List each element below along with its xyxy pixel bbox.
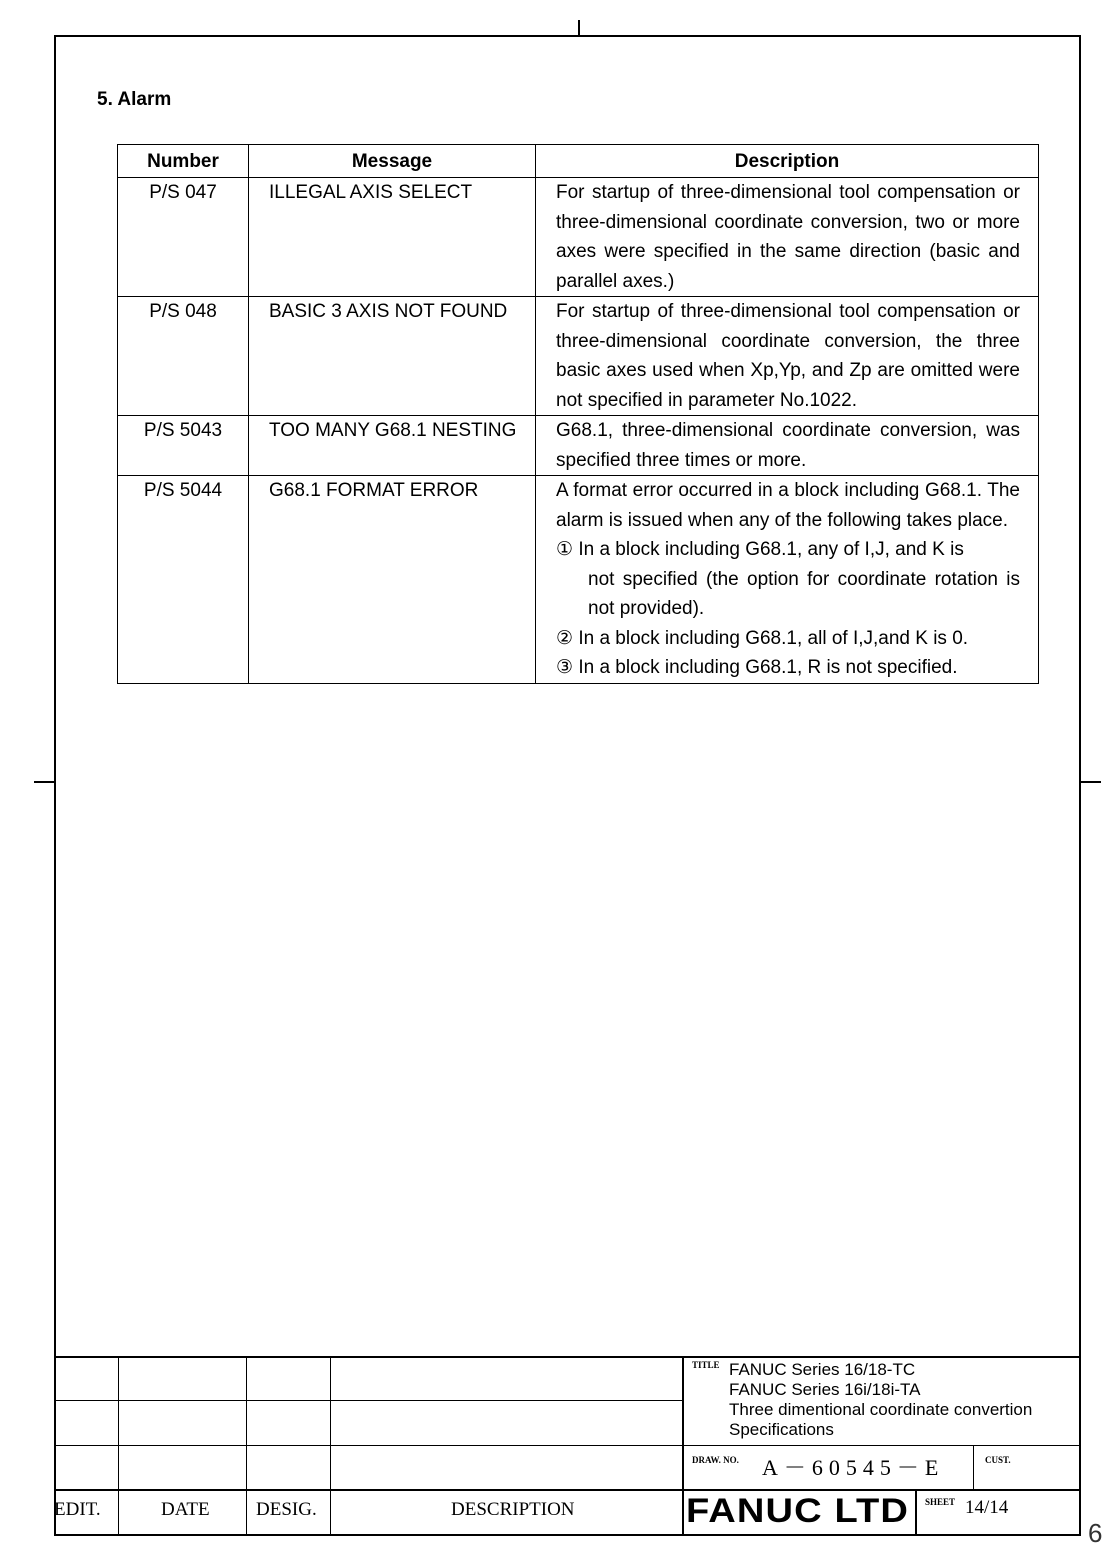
item-marker: ① bbox=[556, 539, 574, 560]
title-line: FANUC Series 16i/18i-TA bbox=[729, 1380, 921, 1399]
sheet-number: 14/14 bbox=[965, 1497, 1009, 1518]
margin-mark: 6 bbox=[1088, 1518, 1103, 1548]
description-intro: A format error occurred in a block including G68.1. The alarm is issued when any of the following takes place. bbox=[556, 480, 1020, 531]
title-line: Specifications bbox=[729, 1420, 834, 1439]
description-label: DESCRIPTION bbox=[451, 1499, 575, 1520]
item-text: In a block including G68.1, all of I,J,and K is 0. bbox=[578, 627, 969, 649]
alarm-description bbox=[536, 476, 1039, 684]
alarm-message: TOO MANY G68.1 NESTING bbox=[249, 416, 536, 476]
alarm-message: BASIC 3 AXIS NOT FOUND bbox=[249, 297, 536, 416]
alarm-number: P/S 5044 bbox=[118, 476, 249, 684]
title-line: FANUC Series 16/18-TC bbox=[729, 1360, 916, 1379]
item-marker: ② bbox=[556, 627, 574, 649]
top-center-mark bbox=[578, 20, 580, 36]
header-number: Number bbox=[118, 145, 249, 178]
item-text: In a block including G68.1, any of I,J, and K is bbox=[578, 539, 964, 560]
table-row bbox=[118, 297, 1039, 416]
drawing-number: A－60545－E bbox=[762, 1455, 945, 1480]
table-row bbox=[118, 476, 1039, 684]
edit-label: EDIT. bbox=[54, 1499, 101, 1520]
left-center-mark bbox=[34, 781, 54, 783]
header-message: Message bbox=[249, 145, 536, 178]
draw-no-label: DRAW. NO. bbox=[692, 1455, 739, 1465]
table-header-row bbox=[118, 145, 1039, 178]
alarm-message: ILLEGAL AXIS SELECT bbox=[249, 178, 536, 297]
table-row bbox=[118, 416, 1039, 476]
title-label: TITLE bbox=[692, 1360, 720, 1370]
alarm-message: G68.1 FORMAT ERROR bbox=[249, 476, 536, 684]
company-logo: FANUC LTD bbox=[686, 1492, 910, 1530]
date-label: DATE bbox=[161, 1499, 210, 1520]
item-marker: ③ bbox=[556, 657, 574, 678]
alarm-description: For startup of three-dimensional tool compensation or three-dimensional coordinate conversion, the three basic axes used when Xp,Yp, and Zp are omitted were not specified in parameter No.1022. bbox=[536, 297, 1039, 416]
sheet-label: SHEET bbox=[925, 1497, 956, 1507]
header-description: Description bbox=[536, 145, 1039, 178]
title-line: Three dimentional coordinate convertion bbox=[729, 1400, 1033, 1419]
table-row bbox=[118, 178, 1039, 297]
right-center-mark bbox=[1081, 781, 1101, 783]
alarm-description: For startup of three-dimensional tool compensation or three-dimensional coordinate conversion, two or more axes were specified in the same direction (basic and parallel axes.) bbox=[536, 178, 1039, 297]
description-item bbox=[556, 653, 1020, 683]
cust-label: CUST. bbox=[985, 1455, 1011, 1465]
section-title: 5. Alarm bbox=[97, 89, 172, 110]
alarm-number: P/S 5043 bbox=[118, 416, 249, 476]
drawing-title bbox=[729, 1360, 1032, 1440]
description-item bbox=[556, 535, 1020, 565]
item-continuation: not specified (the option for coordinate rotation is not provided). bbox=[588, 568, 1020, 619]
description-item bbox=[556, 624, 1020, 654]
alarm-number: P/S 047 bbox=[118, 178, 249, 297]
desig-label: DESIG. bbox=[256, 1499, 317, 1520]
alarm-table bbox=[117, 144, 1039, 684]
alarm-number: P/S 048 bbox=[118, 297, 249, 416]
alarm-description: G68.1, three-dimensional coordinate conversion, was specified three times or more. bbox=[536, 416, 1039, 476]
item-text: In a block including G68.1, R is not specified. bbox=[578, 657, 958, 678]
